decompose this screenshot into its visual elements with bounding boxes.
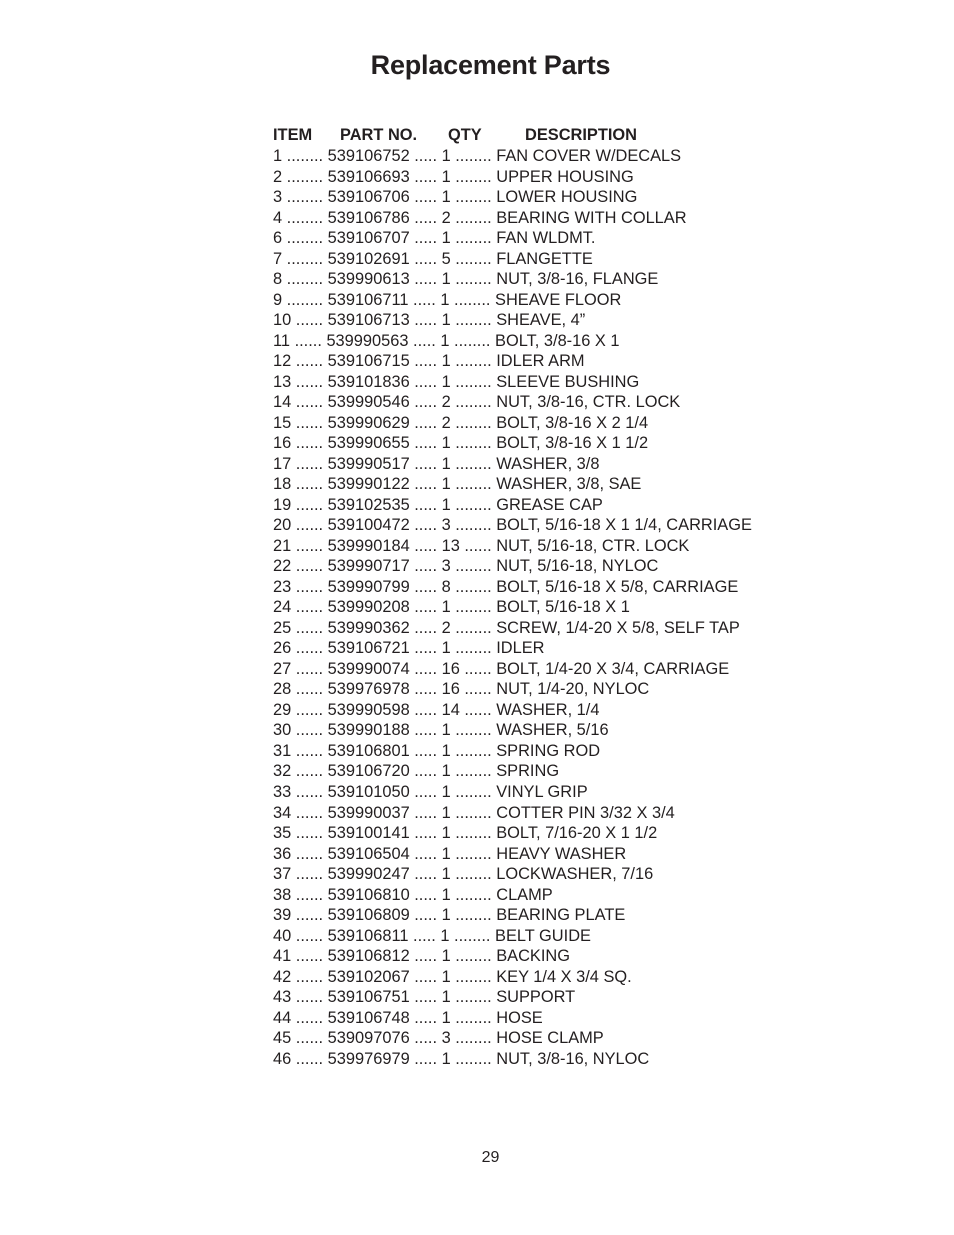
parts-row: 1 ........ 539106752 ..... 1 ........ FAN COVER W/DECALS	[273, 147, 682, 165]
parts-row: 4 ........ 539106786 ..... 2 ........ BEARING WITH COLLAR	[273, 208, 687, 227]
parts-row: 25 ...... 539990362 ..... 2 ........ SCREW, 1/4-20 X 5/8, SELF TAP	[273, 618, 740, 637]
parts-row: 9 ........ 539106711 ..... 1 ........ SHEAVE FLOOR	[273, 290, 622, 309]
parts-row: 10 ...... 539106713 ..... 1 ........ SHEAVE, 4”	[273, 311, 586, 330]
parts-row: 23 ...... 539990799 ..... 8 ........ BOLT, 5/16-18 X 5/8, CARRIAGE	[273, 577, 739, 596]
parts-row: 34 ...... 539990037 ..... 1 ........ COTTER PIN 3/32 X 3/4	[273, 803, 675, 822]
parts-row: 24 ...... 539990208 ..... 1 ........ BOLT, 5/16-18 X 1	[273, 598, 630, 617]
page-number: 29	[481, 1149, 500, 1166]
header-qty: QTY	[448, 126, 482, 144]
parts-row: 33 ...... 539101050 ..... 1 ........ VINYL GRIP	[273, 782, 588, 801]
parts-row: 35 ...... 539100141 ..... 1 ........ BOLT, 7/16-20 X 1 1/2	[273, 824, 658, 843]
parts-row: 45 ...... 539097076 ..... 3 ........ HOSE CLAMP	[273, 1029, 604, 1048]
parts-row: 30 ...... 539990188 ..... 1 ........ WASHER, 5/16	[273, 721, 609, 740]
parts-row: 11 ...... 539990563 ..... 1 ........ BOLT, 3/8-16 X 1	[273, 331, 620, 350]
header-part-no: PART NO.	[340, 126, 418, 144]
parts-row: 3 ........ 539106706 ..... 1 ........ LOWER HOUSING	[273, 188, 638, 207]
parts-row: 13 ...... 539101836 ..... 1 ........ SLEEVE BUSHING	[273, 372, 640, 391]
parts-row: 27 ...... 539990074 ..... 16 ...... BOLT, 1/4-20 X 3/4, CARRIAGE	[273, 659, 730, 678]
parts-list-header	[273, 125, 833, 146]
parts-row: 39 ...... 539106809 ..... 1 ........ BEARING PLATE	[273, 906, 626, 925]
parts-row: 44 ...... 539106748 ..... 1 ........ HOSE	[273, 1008, 543, 1027]
parts-row: 42 ...... 539102067 ..... 1 ........ KEY 1/4 X 3/4 SQ.	[273, 967, 632, 986]
parts-row: 38 ...... 539106810 ..... 1 ........ CLAMP	[273, 885, 553, 904]
page-title: Replacement Parts	[370, 50, 611, 80]
parts-row: 43 ...... 539106751 ..... 1 ........ SUPPORT	[273, 988, 576, 1007]
parts-row: 15 ...... 539990629 ..... 2 ........ BOLT, 3/8-16 X 2 1/4	[273, 413, 649, 432]
parts-row: 46 ...... 539976979 ..... 1 ........ NUT, 3/8-16, NYLOC	[273, 1049, 650, 1068]
header-item: ITEM	[273, 126, 313, 144]
parts-row: 36 ...... 539106504 ..... 1 ........ HEAVY WASHER	[273, 844, 627, 863]
parts-rows	[273, 146, 833, 1069]
parts-row: 21 ...... 539990184 ..... 13 ...... NUT, 5/16-18, CTR. LOCK	[273, 536, 690, 555]
parts-row: 20 ...... 539100472 ..... 3 ........ BOLT, 5/16-18 X 1 1/4, CARRIAGE	[273, 516, 752, 535]
parts-row: 8 ........ 539990613 ..... 1 ........ NUT, 3/8-16, FLANGE	[273, 270, 659, 289]
parts-row: 28 ...... 539976978 ..... 16 ...... NUT, 1/4-20, NYLOC	[273, 680, 650, 699]
parts-row: 16 ...... 539990655 ..... 1 ........ BOLT, 3/8-16 X 1 1/2	[273, 434, 649, 453]
parts-row: 6 ........ 539106707 ..... 1 ........ FAN WLDMT.	[273, 229, 596, 248]
header-description: DESCRIPTION	[525, 126, 638, 144]
parts-row: 40 ...... 539106811 ..... 1 ........ BELT GUIDE	[273, 926, 591, 945]
parts-row: 18 ...... 539990122 ..... 1 ........ WASHER, 3/8, SAE	[273, 475, 642, 494]
parts-row: 22 ...... 539990717 ..... 3 ........ NUT, 5/16-18, NYLOC	[273, 557, 659, 576]
parts-row: 17 ...... 539990517 ..... 1 ........ WASHER, 3/8	[273, 454, 600, 473]
parts-row: 37 ...... 539990247 ..... 1 ........ LOCKWASHER, 7/16	[273, 865, 654, 884]
parts-row: 41 ...... 539106812 ..... 1 ........ BACKING	[273, 947, 571, 966]
parts-list	[273, 125, 833, 1069]
parts-row: 31 ...... 539106801 ..... 1 ........ SPRING ROD	[273, 741, 601, 760]
parts-row: 7 ........ 539102691 ..... 5 ........ FLANGETTE	[273, 249, 593, 268]
parts-row: 12 ...... 539106715 ..... 1 ........ IDLER ARM	[273, 352, 585, 371]
parts-row: 2 ........ 539106693 ..... 1 ........ UPPER HOUSING	[273, 167, 634, 186]
parts-row: 14 ...... 539990546 ..... 2 ........ NUT, 3/8-16, CTR. LOCK	[273, 393, 681, 412]
parts-row: 19 ...... 539102535 ..... 1 ........ GREASE CAP	[273, 495, 603, 514]
parts-row: 29 ...... 539990598 ..... 14 ...... WASHER, 1/4	[273, 700, 600, 719]
parts-row: 26 ...... 539106721 ..... 1 ........ IDLER	[273, 639, 545, 658]
parts-row: 32 ...... 539106720 ..... 1 ........ SPRING	[273, 762, 560, 781]
